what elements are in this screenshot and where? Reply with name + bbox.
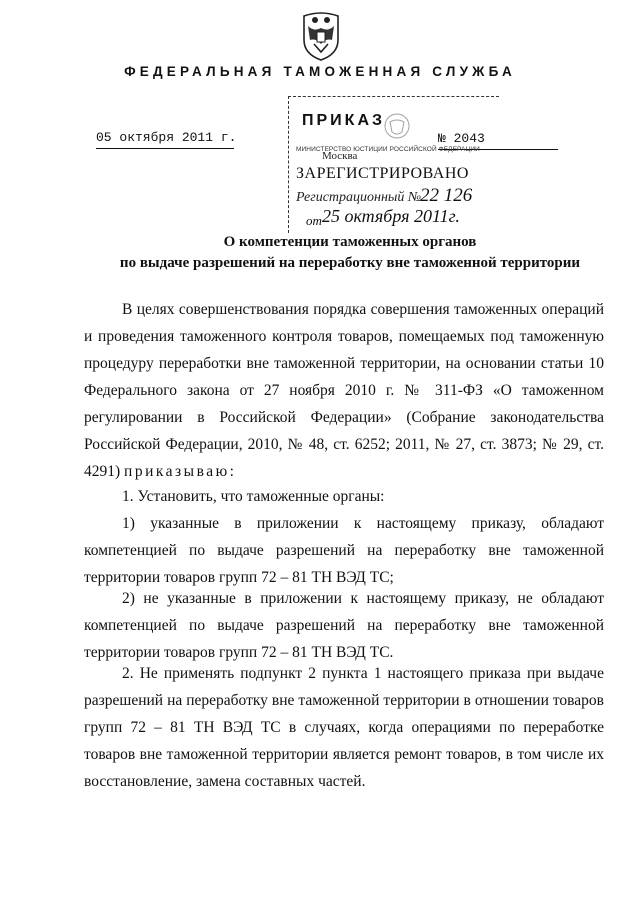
agency-name: ФЕДЕРАЛЬНАЯ ТАМОЖЕННАЯ СЛУЖБА [124,64,516,79]
stamp-regno-handwritten: 22 126 [420,185,473,206]
document-title-line1: О компетенции таможенных органов [223,234,477,250]
date-underline [96,148,234,149]
stamp-regno-label: Регистрационный № [296,190,422,205]
order-verb: приказываю: [124,463,237,480]
preamble-paragraph [84,296,604,485]
document-title-line2: по выдаче разрешений на переработку вне таможенной территории [119,255,581,271]
clause-1-1: 1) указанные в приложении к настоящему приказу, обладают компетенцией по выдаче разрешений на переработку вне таможенной территории товаров групп 72 – 81 ТН ВЭД ТС; [84,515,604,586]
clause-2: 2. Не применять подпункт 2 пункта 1 настоящего приказа при выдаче разрешений на переработку вне таможенной территории в отношении товаров групп 72 – 81 ТН ВЭД ТС в случаях, когда операциями по переработке товаров вне таможенной территории является ремонт товаров, в том числе их восстановление, замена составных частей. [84,665,604,790]
order-heading: ПРИКАЗ [302,112,386,129]
stamp-date-label: от [306,213,322,228]
stamp-seal-icon [382,112,412,140]
stamp-registered: ЗАРЕГИСТРИРОВАНО [296,165,469,182]
clause-1-2: 2) не указанные в приложении к настоящему приказу, не обладают компетенцией по выдаче разрешений на переработку вне таможенной территории товаров групп 72 – 81 ТН ВЭД ТС. [84,590,604,661]
stamp-ministry: МИНИСТЕРСТВО ЮСТИЦИИ РОССИЙСКОЙ ФЕДЕРАЦИИ [296,146,480,153]
order-date: 05 октября 2011 г. [96,130,237,145]
order-number: № 2043 [438,131,485,146]
coat-of-arms-emblem [300,6,342,62]
preamble-text: В целях совершенствования порядка совершения таможенных операций и проведения таможенного контроля товаров, помещаемых под таможенную процедуру переработки вне таможенной территории, на основании статьи 10 Федерального закона от 27 ноября 2010 г. № 311-ФЗ «О таможенном регулировании в Российской Федерации» (Собрание законодательства Российской Федерации, 2010, № 48, ст. 6252; 2011, № 27, ст. 3873; № 29, ст. 4291) [84,301,604,480]
stamp-city: Москва [322,150,358,162]
clause-1: 1. Установить, что таможенные органы: [122,488,385,505]
stamp-date-handwritten: 25 октября 2011г. [322,206,460,226]
